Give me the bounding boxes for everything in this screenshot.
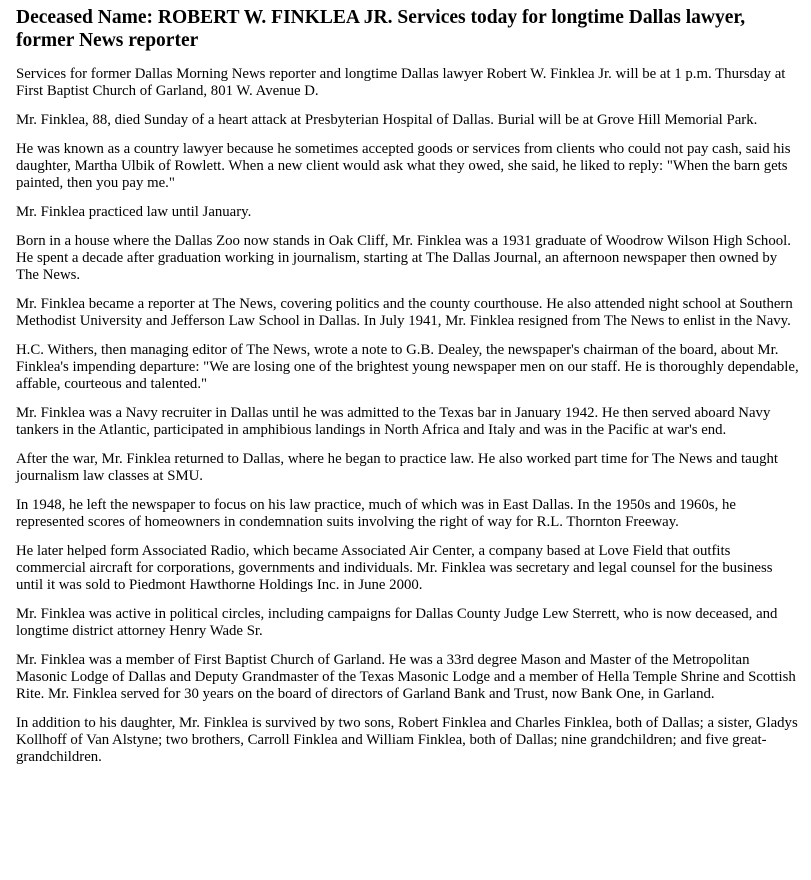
article-paragraph: H.C. Withers, then managing editor of The News, wrote a note to G.B. Dealey, the newspaper's chairman of the board, about Mr. Finklea's impending departure: "We are losing one of the brightest young newspaper men on our staff. He is thoroughly dependable, affable, courteous and talented." [16,342,799,392]
article-paragraph: Mr. Finklea practiced law until January. [16,204,252,220]
article-paragraph: Mr. Finklea, 88, died Sunday of a heart attack at Presbyterian Hospital of Dallas. Burial will be at Grove Hill Memorial Park. [16,112,758,128]
article-paragraph: In addition to his daughter, Mr. Finklea is survived by two sons, Robert Finklea and Charles Finklea, both of Dallas; a sister, Gladys Kollhoff of Van Alstyne; two brothers, Carroll Finklea and William Finklea, both of Dallas; nine grandchildren; and five great-grandchildren. [16,715,798,765]
article-paragraph: Mr. Finklea was active in political circles, including campaigns for Dallas County Judge Lew Sterrett, who is now deceased, and longtime district attorney Henry Wade Sr. [16,606,778,639]
article-paragraph: Mr. Finklea was a Navy recruiter in Dallas until he was admitted to the Texas bar in January 1942. He then served aboard Navy tankers in the Atlantic, participated in amphibious landings in North Africa and Italy and was in the Pacific at war's end. [16,405,771,438]
article-paragraph: Services for former Dallas Morning News reporter and longtime Dallas lawyer Robert W. Finklea Jr. will be at 1 p.m. Thursday at First Baptist Church of Garland, 801 W. Avenue D. [16,66,786,99]
article-paragraph: In 1948, he left the newspaper to focus on his law practice, much of which was in East Dallas. In the 1950s and 1960s, he represented scores of homeowners in condemnation suits involving the right of way for R.L. Thornton Freeway. [16,497,736,530]
article-headline: Deceased Name: ROBERT W. FINKLEA JR. Services today for longtime Dallas lawyer, former News reporter [16,7,746,51]
article-paragraph: Born in a house where the Dallas Zoo now stands in Oak Cliff, Mr. Finklea was a 1931 graduate of Woodrow Wilson High School. He spent a decade after graduation working in journalism, starting at The Dallas Journal, an afternoon newspaper then owned by The News. [16,233,791,283]
article-paragraph: He was known as a country lawyer because he sometimes accepted goods or services from clients who could not pay cash, said his daughter, Martha Ulbik of Rowlett. When a new client would ask what they owed, she said, he liked to reply: "When the barn gets painted, then you pay me." [16,141,791,191]
article-paragraph: Mr. Finklea became a reporter at The News, covering politics and the county courthouse. He also attended night school at Southern Methodist University and Jefferson Law School in Dallas. In July 1941, Mr. Finklea resigned from The News to enlist in the Navy. [16,296,793,329]
article-paragraph: Mr. Finklea was a member of First Baptist Church of Garland. He was a 33rd degree Mason and Master of the Metropolitan Masonic Lodge of Dallas and Deputy Grandmaster of the Texas Masonic Lodge and a member of Hella Temple Shrine and Scottish Rite. Mr. Finklea served for 30 years on the board of directors of Garland Bank and Trust, now Bank One, in Garland. [16,652,796,702]
article-paragraph: He later helped form Associated Radio, which became Associated Air Center, a company based at Love Field that outfits commercial aircraft for corporations, governments and individuals. Mr. Finklea was secretary and legal counsel for the business until it was sold to Piedmont Hawthorne Holdings Inc. in June 2000. [16,543,773,593]
article-paragraph: After the war, Mr. Finklea returned to Dallas, where he began to practice law. He also worked part time for The News and taught journalism law classes at SMU. [16,451,779,484]
